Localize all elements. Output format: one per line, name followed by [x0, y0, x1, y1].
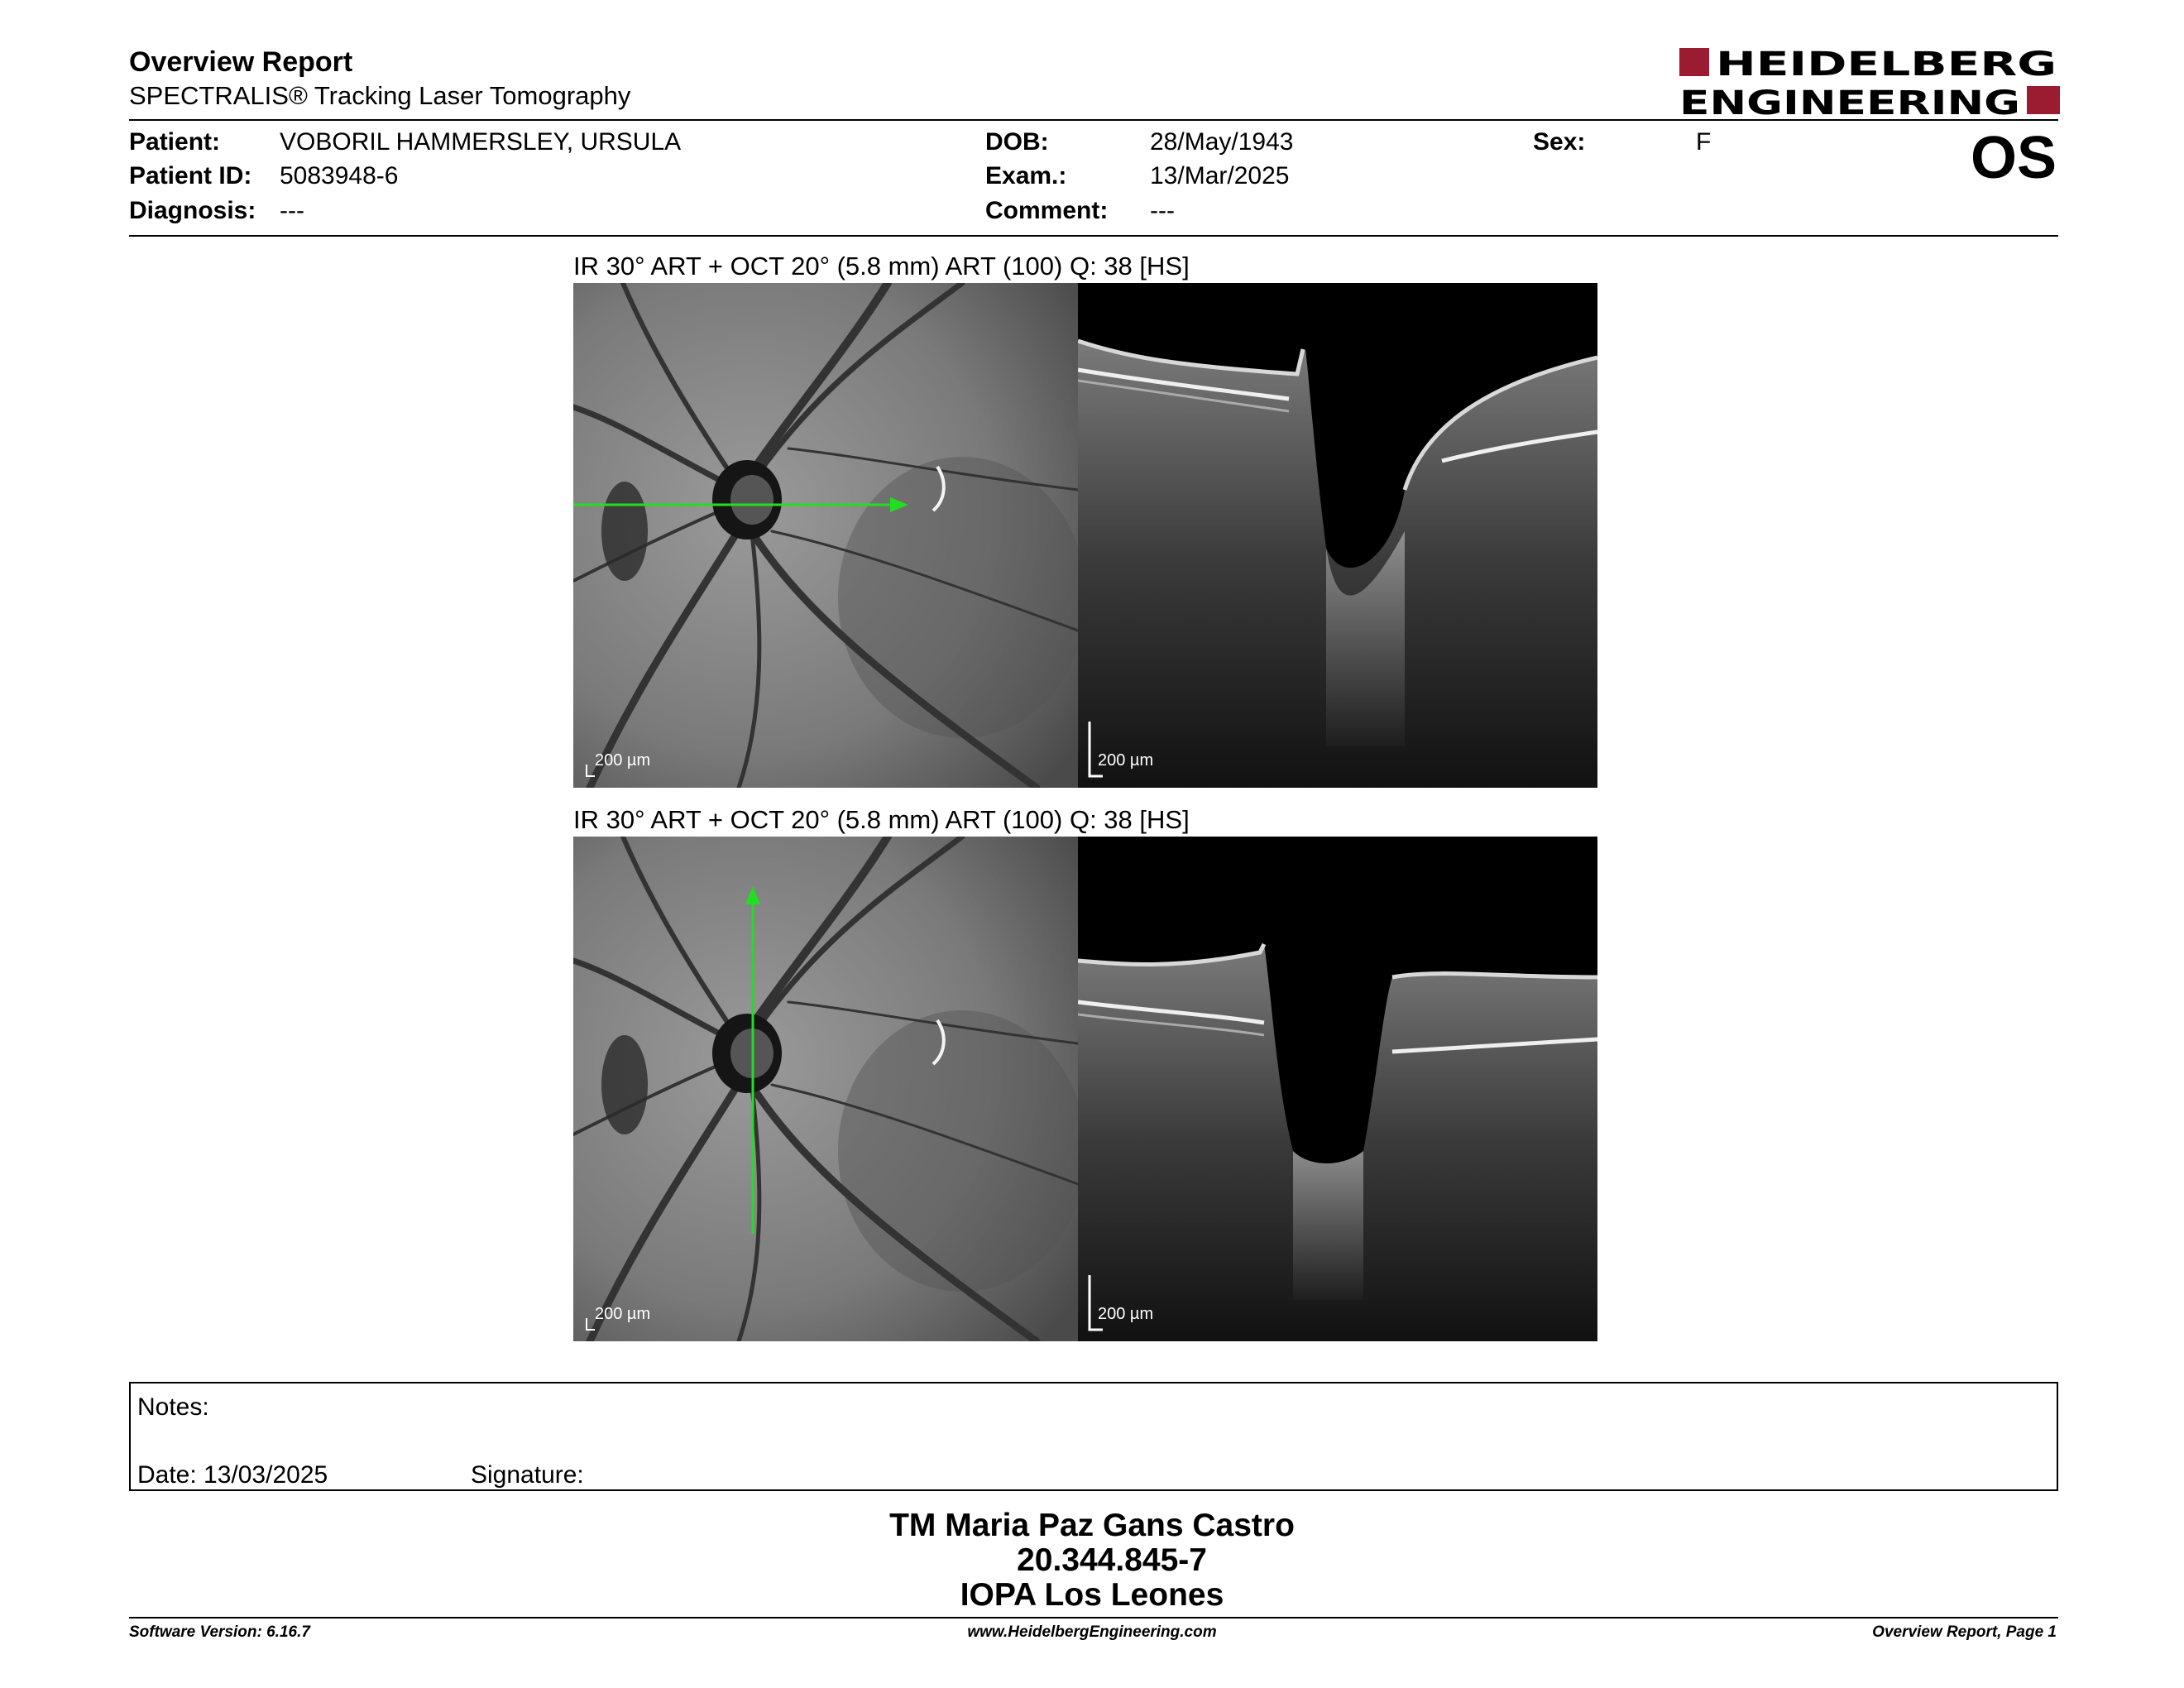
scan-1-ir-scale-label: 200 µm [595, 751, 651, 770]
technician-id: 20.344.845-7 [1017, 1542, 1207, 1578]
sex-value: F [1696, 128, 1712, 156]
patient-info-rule [129, 235, 2058, 237]
diagnosis-value: --- [280, 197, 304, 224]
scan-2-oct-bscan-image[interactable] [1078, 837, 1597, 1341]
scan-2-oct-scale-label: 200 µm [1098, 1305, 1154, 1323]
institution-name: IOPA Los Leones [960, 1577, 1224, 1613]
patient-id: 5083948-6 [280, 162, 399, 189]
scan-1-oct-bscan-image[interactable] [1078, 283, 1597, 788]
scan-2-caption: IR 30° ART + OCT 20° (5.8 mm) ART (100) Q: 38 [HS] [573, 805, 1190, 834]
software-version: Software Version: 6.16.7 [129, 1623, 310, 1641]
sex-label: Sex: [1533, 128, 1586, 156]
notes-date: Date: 13/03/2025 [137, 1461, 328, 1489]
comment-label: Comment: [985, 197, 1109, 224]
report-subtitle: SPECTRALIS® Tracking Laser Tomography [129, 81, 631, 110]
dob-value: 28/May/1943 [1150, 128, 1294, 156]
notes-box[interactable] [129, 1382, 2058, 1491]
notes-label: Notes: [137, 1393, 209, 1421]
dob-label: DOB: [985, 128, 1049, 156]
scan-1-caption: IR 30° ART + OCT 20° (5.8 mm) ART (100) Q: 38 [HS] [573, 252, 1190, 281]
patient-name: VOBORIL HAMMERSLEY, URSULA [280, 128, 682, 156]
page-number: Overview Report, Page 1 [1872, 1623, 2057, 1641]
technician-name: TM Maria Paz Gans Castro [889, 1508, 1295, 1543]
patient-id-label: Patient ID: [129, 162, 252, 189]
report-title: Overview Report [129, 46, 353, 78]
header-rule [129, 119, 2058, 121]
svg-text:HEIDELBERG: HEIDELBERG [1716, 46, 2057, 84]
website-link[interactable]: www.HeidelbergEngineering.com [967, 1623, 1217, 1641]
scan-1-oct-scale-label: 200 µm [1098, 751, 1154, 770]
comment-value: --- [1150, 197, 1175, 224]
patient-name-label: Patient: [129, 128, 221, 156]
diagnosis-label: Diagnosis: [129, 197, 256, 224]
signature-label: Signature: [471, 1461, 584, 1489]
scan-2-ir-scale-label: 200 µm [595, 1305, 651, 1323]
scan-1-ir-fundus-image[interactable] [573, 283, 1078, 788]
footer-rule [129, 1617, 2058, 1618]
exam-label: Exam.: [985, 162, 1067, 189]
exam-value: 13/Mar/2025 [1150, 162, 1290, 189]
scan-2-ir-fundus-image[interactable] [573, 837, 1078, 1341]
eye-laterality: OS [1970, 125, 2057, 191]
heidelberg-logo [1679, 45, 2060, 117]
svg-text:ENGINEERING: ENGINEERING [1679, 84, 2020, 117]
